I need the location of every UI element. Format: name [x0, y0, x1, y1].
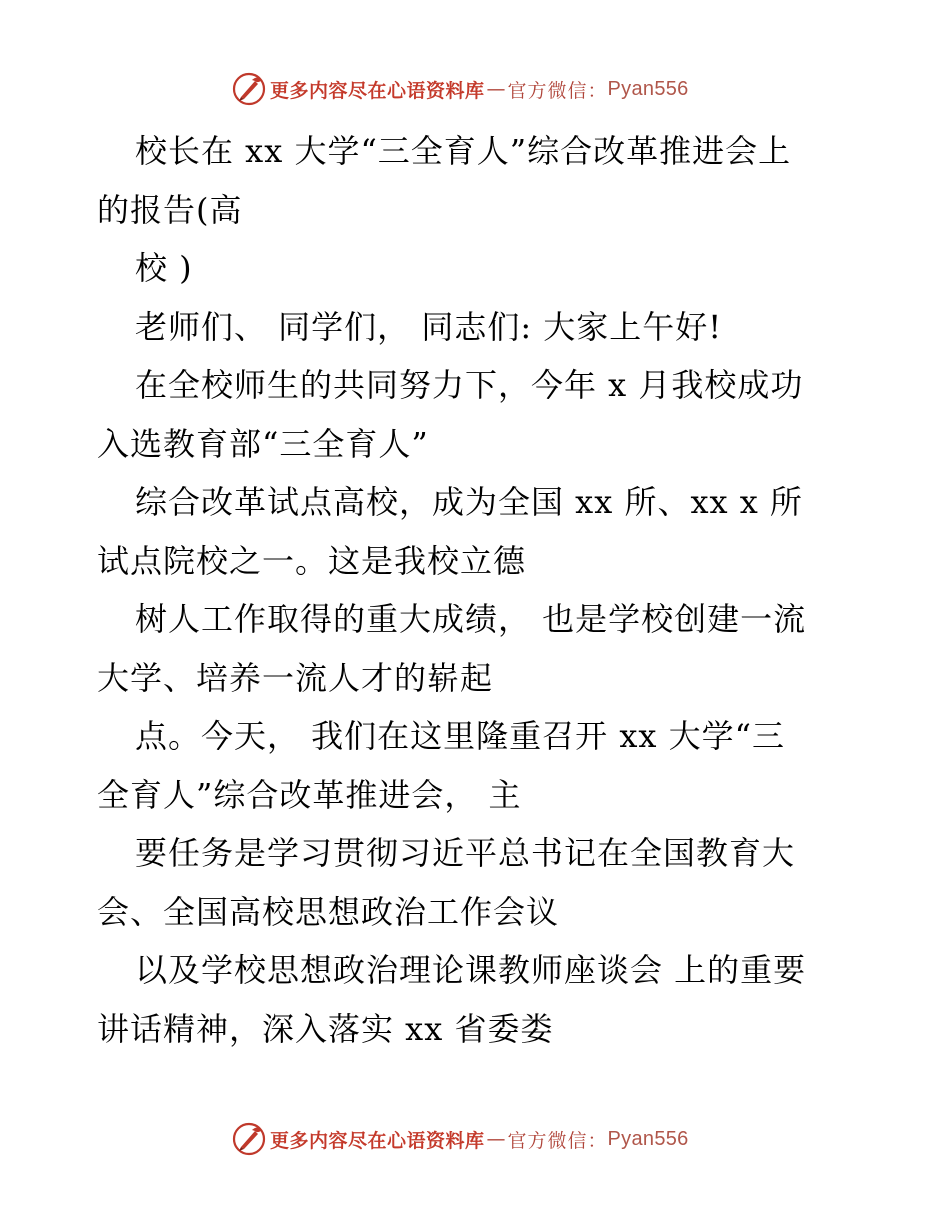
document-line: 在全校师生的共同努力下，今年 x 月我校成功 [135, 366, 804, 404]
watermark-separator: — [486, 1128, 506, 1150]
document-line: 的报告(高 [97, 190, 243, 229]
quill-pen-logo-icon [232, 1122, 266, 1156]
watermark-separator: — [486, 78, 506, 100]
document-line: 会、全国高校思想政治工作会议 [97, 892, 560, 931]
watermark-main-text: 更多内容尽在心语资料库 [270, 79, 485, 102]
document-line: 要任务是学习贯彻习近平总书记在全国教育大 [135, 834, 796, 872]
document-line: 校长在 xx 大学“三全育人”综合改革推进会上 [135, 132, 792, 170]
document-line: 以及学校思想政治理论课教师座谈会 上的重要 [135, 951, 807, 989]
document-body [97, 122, 842, 1058]
document-line: 入选教育部“三全育人” [97, 424, 429, 463]
footer-watermark [232, 1122, 689, 1156]
document-line: 大学、培养一流人才的崭起 [97, 658, 494, 697]
watermark-wechat-label: 官方微信： [507, 1129, 608, 1152]
document-line: 综合改革试点高校，成为全国 xx 所、xx x 所 [135, 483, 803, 521]
document-line: 老师们、 同学们， 同志们: 大家上午好! [135, 307, 723, 346]
document-line: 全育人”综合改革推进会， 主 [97, 775, 522, 814]
document-line: 点。今天， 我们在这里隆重召开 xx 大学“三 [135, 717, 785, 755]
header-watermark [232, 72, 689, 106]
document-line: 讲话精神，深入落实 xx 省委娄 [97, 1009, 554, 1048]
watermark-wechat-label: 官方微信： [507, 79, 608, 102]
watermark-wechat-id: Pyan556 [607, 1127, 689, 1150]
document-line: 树人工作取得的重大成绩， 也是学校创建一流 [135, 600, 807, 638]
quill-pen-logo-icon [232, 72, 266, 106]
watermark-wechat-id: Pyan556 [607, 77, 689, 100]
document-line: 试点院校之一。这是我校立德 [97, 541, 527, 580]
document-line: 校 ) [135, 249, 193, 287]
watermark-main-text: 更多内容尽在心语资料库 [270, 1129, 485, 1152]
